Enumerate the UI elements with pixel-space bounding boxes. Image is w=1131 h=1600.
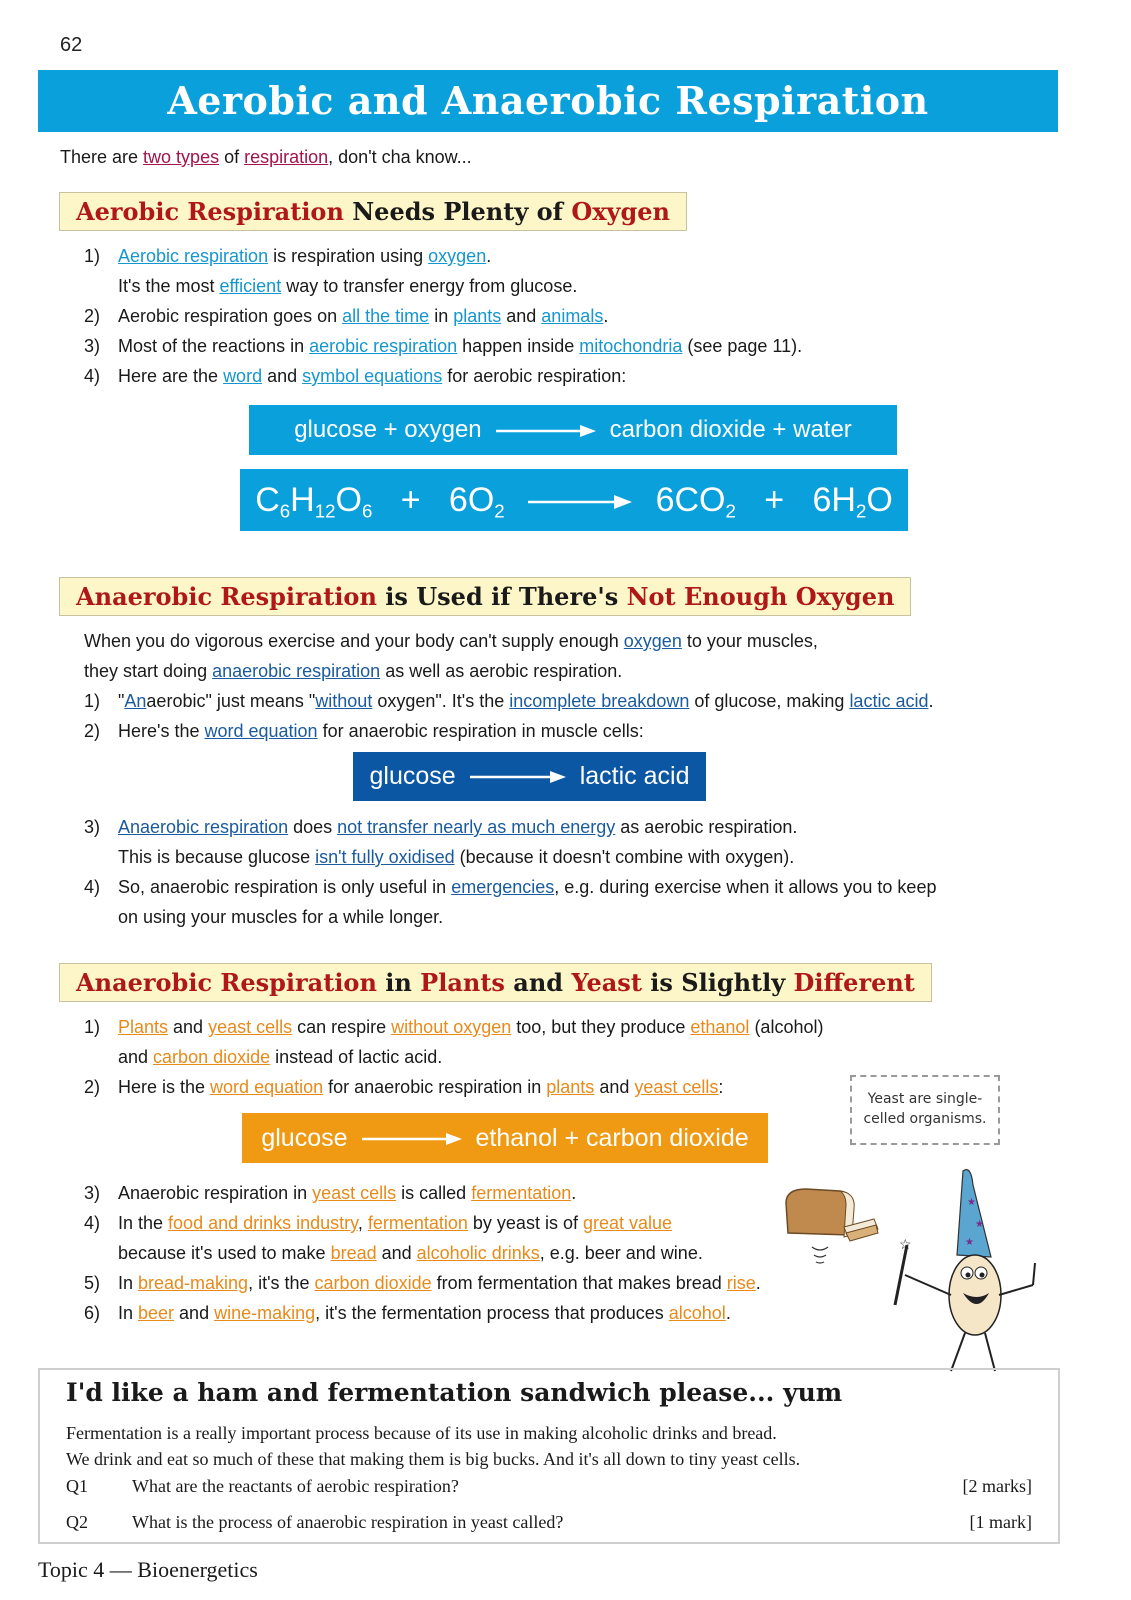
key-term: carbon dioxide bbox=[314, 1273, 432, 1293]
plus-sign: + bbox=[764, 481, 785, 519]
s3h-f: is Slightly bbox=[641, 968, 794, 997]
text-run: Aerobic respiration goes on bbox=[118, 306, 343, 326]
footer-topic: Topic 4 — Bioenergetics bbox=[38, 1557, 258, 1582]
question-number: Q2 bbox=[66, 1512, 88, 1532]
list-line bbox=[118, 812, 1124, 842]
eq3-reactant: glucose bbox=[369, 762, 456, 790]
question-number: Q1 bbox=[66, 1476, 88, 1496]
aerobic-word-equation bbox=[249, 405, 897, 455]
arrow-icon bbox=[470, 770, 566, 784]
key-term: great value bbox=[582, 1213, 673, 1233]
glucose-formula: $C_6H_{12}O_6$ bbox=[255, 481, 373, 522]
list-number: 2) bbox=[84, 721, 101, 741]
s2-intro-line2 bbox=[84, 656, 1124, 686]
text-run: in bbox=[429, 306, 454, 326]
text-run: , e.g. during exercise when it allows you to keep bbox=[554, 877, 937, 897]
list-number: 3) bbox=[84, 336, 101, 356]
wizard-yeast-icon bbox=[885, 1165, 1045, 1375]
text-run: . bbox=[603, 306, 609, 326]
text-run: because it's used to make bbox=[118, 1243, 331, 1263]
eq4-products: ethanol + carbon dioxide bbox=[475, 1124, 749, 1152]
text-run: can respire bbox=[292, 1017, 392, 1037]
key-term: plants bbox=[546, 1077, 595, 1097]
text-run: on using your muscles for a while longer. bbox=[118, 907, 444, 927]
key-term: isn't fully oxidised bbox=[315, 847, 455, 867]
ethanol-word-equation bbox=[242, 1113, 768, 1163]
aerobic-symbol-equation bbox=[240, 469, 908, 531]
key-term: word equation bbox=[210, 1077, 324, 1097]
list-line bbox=[118, 361, 1084, 391]
text-run: . bbox=[755, 1273, 761, 1293]
text-run: and bbox=[262, 366, 303, 386]
s3h-c: Plants bbox=[420, 968, 505, 997]
s3h-g: Different bbox=[793, 968, 915, 997]
section1-list bbox=[84, 241, 1084, 391]
section2-list-b bbox=[84, 812, 1124, 932]
key-term: alcohol bbox=[668, 1303, 726, 1323]
summary-text bbox=[66, 1420, 1036, 1472]
svg-text:★: ★ bbox=[967, 1197, 976, 1208]
list-line bbox=[118, 1178, 844, 1208]
co2-formula: $6CO_2$ bbox=[655, 481, 736, 522]
key-term: emergencies bbox=[451, 877, 555, 897]
key-term: bread bbox=[330, 1243, 377, 1263]
list-number: 2) bbox=[84, 1077, 101, 1097]
summary-title: I'd like a ham and fermentation sandwich please... yum bbox=[66, 1378, 843, 1407]
s1h-a: Aerobic Respiration bbox=[76, 197, 344, 226]
intro-link-two-types: two types bbox=[143, 147, 220, 167]
s2h-a: Anaerobic Respiration bbox=[76, 582, 377, 611]
list-item bbox=[84, 686, 1124, 716]
text-run: for aerobic respiration: bbox=[442, 366, 627, 386]
text-run: (because it doesn't combine with oxygen). bbox=[454, 847, 795, 867]
list-number: 2) bbox=[84, 306, 101, 326]
eq3-product: lactic acid bbox=[579, 762, 690, 790]
key-term: beer bbox=[138, 1303, 175, 1323]
list-item bbox=[84, 1268, 844, 1298]
key-term: food and drinks industry bbox=[168, 1213, 358, 1233]
text-run: It's the most bbox=[118, 276, 220, 296]
list-line bbox=[118, 301, 1084, 331]
key-term: efficient bbox=[219, 276, 282, 296]
key-term: yeast cells bbox=[312, 1183, 397, 1203]
key-term: fermentation bbox=[471, 1183, 572, 1203]
text-run: from fermentation that makes bread bbox=[431, 1273, 727, 1293]
key-term: ethanol bbox=[690, 1017, 750, 1037]
text-run: does bbox=[288, 817, 338, 837]
list-number: 3) bbox=[84, 1183, 101, 1203]
text-run: for anaerobic respiration in muscle cells: bbox=[317, 721, 644, 741]
list-number: 4) bbox=[84, 1213, 101, 1233]
list-item bbox=[84, 1012, 1084, 1072]
list-line bbox=[118, 331, 1084, 361]
list-number: 6) bbox=[84, 1303, 101, 1323]
list-number: 4) bbox=[84, 877, 101, 897]
key-term: lactic acid bbox=[849, 691, 929, 711]
key-term: oxygen bbox=[623, 631, 682, 651]
s1h-c: Oxygen bbox=[571, 197, 670, 226]
list-number: 1) bbox=[84, 1017, 101, 1037]
page-title: Aerobic and Anaerobic Respiration bbox=[38, 70, 1058, 132]
text-run: oxygen". It's the bbox=[372, 691, 510, 711]
key-term: rise bbox=[726, 1273, 756, 1293]
arrow-icon bbox=[362, 1132, 462, 1146]
text-run: " bbox=[118, 691, 125, 711]
text-run: , e.g. beer and wine. bbox=[539, 1243, 703, 1263]
text-run: they start doing bbox=[84, 661, 213, 681]
key-term: mitochondria bbox=[579, 336, 683, 356]
intro-t1: There are bbox=[60, 147, 144, 167]
text-run: to your muscles, bbox=[681, 631, 818, 651]
list-line bbox=[118, 1012, 1084, 1042]
yeast-note bbox=[850, 1075, 1000, 1145]
intro-t3: , don't cha know... bbox=[328, 147, 472, 167]
list-item bbox=[84, 301, 1084, 331]
text-run: . bbox=[571, 1183, 577, 1203]
list-number: 4) bbox=[84, 366, 101, 386]
key-term: word equation bbox=[204, 721, 318, 741]
s3h-d: and bbox=[504, 968, 572, 997]
text-run: : bbox=[718, 1077, 724, 1097]
key-term: oxygen bbox=[428, 246, 487, 266]
text-run: as well as aerobic respiration. bbox=[380, 661, 623, 681]
text-run: Here's the bbox=[118, 721, 205, 741]
key-term: Anaerobic respiration bbox=[118, 817, 289, 837]
list-line bbox=[118, 1042, 1084, 1072]
section2-heading bbox=[59, 577, 911, 616]
list-item bbox=[84, 1298, 844, 1328]
list-number: 5) bbox=[84, 1273, 101, 1293]
list-number: 3) bbox=[84, 817, 101, 837]
eq1-products: carbon dioxide + water bbox=[609, 416, 852, 443]
note-line2: celled organisms. bbox=[863, 1111, 987, 1127]
key-term: anaerobic respiration bbox=[212, 661, 381, 681]
eq1-reactants: glucose + oxygen bbox=[294, 416, 482, 443]
list-line bbox=[118, 271, 1084, 301]
list-item bbox=[84, 1178, 844, 1208]
text-run: and bbox=[501, 306, 542, 326]
key-term: plants bbox=[453, 306, 502, 326]
text-run: (see page 11). bbox=[682, 336, 803, 356]
list-number: 1) bbox=[84, 691, 101, 711]
text-run: for anaerobic respiration in bbox=[323, 1077, 547, 1097]
question-marks: [2 marks] bbox=[962, 1476, 1032, 1496]
text-run: as aerobic respiration. bbox=[615, 817, 798, 837]
text-run: In the bbox=[118, 1213, 169, 1233]
text-run: In bbox=[118, 1273, 139, 1293]
key-term: all the time bbox=[342, 306, 430, 326]
text-run: way to transfer energy from glucose. bbox=[281, 276, 578, 296]
key-term: Aerobic respiration bbox=[118, 246, 269, 266]
text-run: is called bbox=[396, 1183, 472, 1203]
svg-text:☆: ☆ bbox=[899, 1236, 912, 1252]
list-item bbox=[84, 241, 1084, 301]
question-text: What is the process of anaerobic respiration in yeast called? bbox=[132, 1512, 564, 1532]
list-line bbox=[118, 716, 1124, 746]
list-line bbox=[118, 686, 1124, 716]
eq4-reactant: glucose bbox=[261, 1124, 348, 1152]
question-marks: [1 mark] bbox=[969, 1512, 1032, 1532]
s2-intro-line1 bbox=[84, 626, 1124, 656]
key-term: wine-making bbox=[214, 1303, 316, 1323]
text-run: This is because glucose bbox=[118, 847, 316, 867]
text-run: is respiration using bbox=[268, 246, 429, 266]
text-run: Most of the reactions in bbox=[118, 336, 310, 356]
section1-heading bbox=[59, 192, 687, 231]
oxygen-formula: $6O_2$ bbox=[448, 481, 505, 522]
list-item bbox=[84, 872, 1124, 932]
list-item bbox=[84, 361, 1084, 391]
intro-t2: of bbox=[219, 147, 245, 167]
key-term: incomplete breakdown bbox=[509, 691, 690, 711]
lactic-word-equation bbox=[353, 752, 706, 801]
text-run: Here are the bbox=[118, 366, 224, 386]
plus-sign: + bbox=[400, 481, 421, 519]
text-run: and bbox=[376, 1243, 417, 1263]
key-term: without bbox=[315, 691, 373, 711]
text-run: . bbox=[725, 1303, 731, 1323]
key-term: fermentation bbox=[367, 1213, 468, 1233]
s2h-b: is Used if There's bbox=[376, 582, 627, 611]
key-term: An bbox=[124, 691, 147, 711]
text-run: and bbox=[168, 1017, 209, 1037]
text-run: Anaerobic respiration in bbox=[118, 1183, 313, 1203]
key-term: word bbox=[223, 366, 263, 386]
key-term: symbol equations bbox=[302, 366, 443, 386]
arrow-icon bbox=[496, 424, 596, 438]
list-line bbox=[118, 1208, 844, 1238]
svg-text:★: ★ bbox=[975, 1219, 984, 1230]
section2-intro bbox=[84, 626, 1124, 686]
text-run: . bbox=[928, 691, 934, 711]
text-run: When you do vigorous exercise and your body can't supply enough bbox=[84, 631, 624, 651]
key-term: aerobic respiration bbox=[309, 336, 458, 356]
key-term: alcoholic drinks bbox=[416, 1243, 540, 1263]
bread-icon bbox=[782, 1185, 882, 1265]
text-run: too, but they produce bbox=[511, 1017, 691, 1037]
text-run: aerobic" just means " bbox=[146, 691, 316, 711]
text-run: happen inside bbox=[457, 336, 580, 356]
text-run: by yeast is of bbox=[467, 1213, 583, 1233]
key-term: bread-making bbox=[138, 1273, 249, 1293]
key-term: Plants bbox=[118, 1017, 169, 1037]
list-item bbox=[84, 716, 1124, 746]
list-item bbox=[84, 812, 1124, 872]
list-number: 1) bbox=[84, 246, 101, 266]
text-run: of glucose, making bbox=[689, 691, 850, 711]
section2-list-a bbox=[84, 686, 1124, 746]
list-item bbox=[84, 331, 1084, 361]
list-line bbox=[118, 842, 1124, 872]
note-line1: Yeast are single- bbox=[867, 1091, 983, 1107]
list-line bbox=[118, 1268, 844, 1298]
key-term: animals bbox=[541, 306, 604, 326]
text-run: and bbox=[118, 1047, 154, 1067]
key-term: without oxygen bbox=[391, 1017, 512, 1037]
svg-text:★: ★ bbox=[965, 1237, 974, 1248]
s3h-a: Anaerobic Respiration bbox=[76, 968, 377, 997]
s2h-c: Not Enough Oxygen bbox=[626, 582, 895, 611]
key-term: yeast cells bbox=[634, 1077, 719, 1097]
summary-text-line1: Fermentation is a really important process because of its use in making alcoholic drinks and bread. bbox=[66, 1423, 777, 1443]
list-line bbox=[118, 872, 1124, 902]
text-run: , bbox=[357, 1213, 368, 1233]
text-run: , it's the bbox=[248, 1273, 315, 1293]
question-text: What are the reactants of aerobic respiration? bbox=[132, 1476, 459, 1496]
key-term: carbon dioxide bbox=[153, 1047, 271, 1067]
text-run: Here is the bbox=[118, 1077, 211, 1097]
list-line bbox=[118, 241, 1084, 271]
section3-heading bbox=[59, 963, 932, 1002]
list-item bbox=[84, 1208, 844, 1268]
list-line bbox=[118, 902, 1124, 932]
intro-link-respiration: respiration bbox=[244, 147, 329, 167]
text-run: So, anaerobic respiration is only useful in bbox=[118, 877, 452, 897]
text-run: and bbox=[174, 1303, 215, 1323]
text-run: In bbox=[118, 1303, 139, 1323]
arrow-icon bbox=[528, 494, 632, 510]
summary-text-line2: We drink and eat so much of these that making them is big bucks. And it's all down to tiny yeast cells. bbox=[66, 1449, 801, 1469]
key-term: not transfer nearly as much energy bbox=[337, 817, 616, 837]
text-run: and bbox=[594, 1077, 635, 1097]
page-number: 62 bbox=[60, 34, 83, 56]
list-line bbox=[118, 1298, 844, 1328]
summary-box bbox=[38, 1368, 1060, 1544]
key-term: yeast cells bbox=[208, 1017, 293, 1037]
s3h-e: Yeast bbox=[571, 968, 642, 997]
text-run: . bbox=[486, 246, 492, 266]
intro-text bbox=[60, 147, 472, 168]
list-line bbox=[118, 1238, 844, 1268]
s1h-b: Needs Plenty of bbox=[343, 197, 572, 226]
text-run: , it's the fermentation process that produces bbox=[315, 1303, 669, 1323]
text-run: instead of lactic acid. bbox=[270, 1047, 443, 1067]
water-formula: $6H_2O$ bbox=[812, 481, 893, 522]
text-run: (alcohol) bbox=[749, 1017, 824, 1037]
s3h-b: in bbox=[376, 968, 421, 997]
section3-list-b bbox=[84, 1178, 844, 1328]
